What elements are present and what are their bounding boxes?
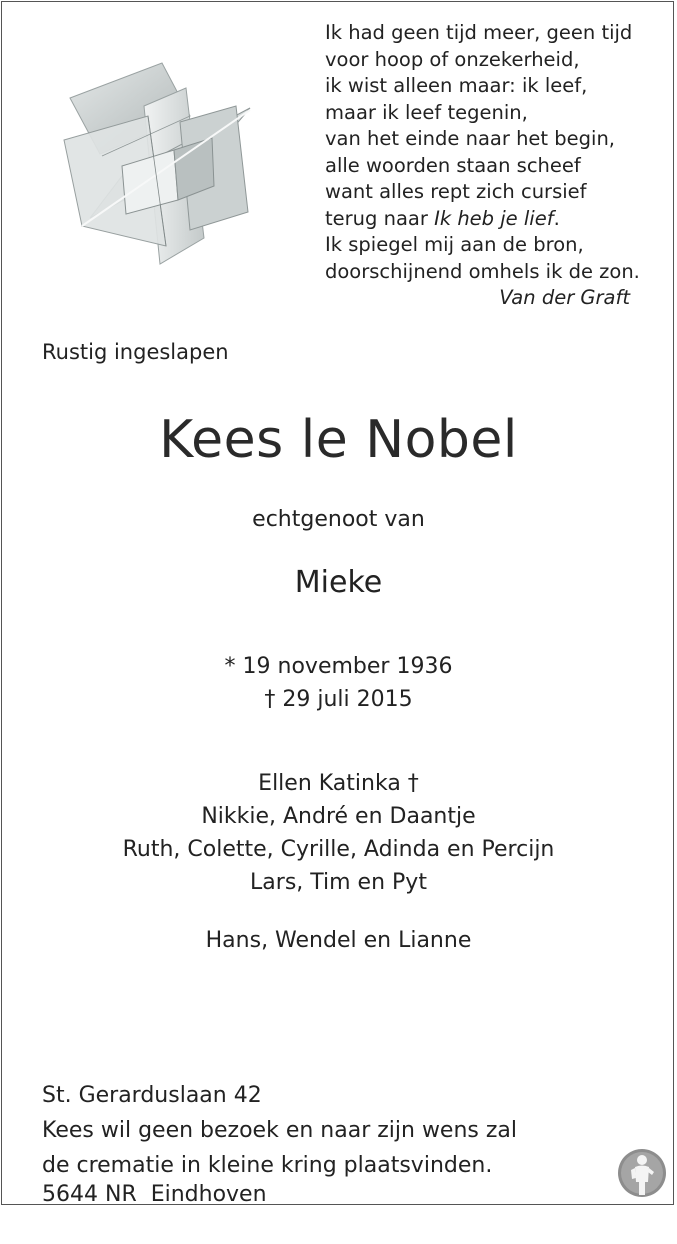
- address-street: St. Gerarduslaan 42: [42, 1083, 262, 1108]
- intro-text: Rustig ingeslapen: [42, 340, 229, 364]
- family-line: Lars, Tim en Pyt: [250, 870, 427, 895]
- life-dates: [0, 650, 677, 716]
- memorial-figure-logo-icon: [617, 1148, 667, 1198]
- poem-line: Ik spiegel mij aan de bron,: [325, 233, 584, 256]
- note-line: Kees wil geen bezoek en naar zijn wens zal: [42, 1118, 518, 1143]
- poem-line: [325, 206, 665, 233]
- poem-line-prefix: terug naar: [325, 206, 435, 230]
- family-extra: Hans, Wendel en Lianne: [205, 928, 472, 953]
- sculpture-image: [62, 58, 256, 270]
- poem-italic-phrase: Ik heb je lief: [434, 206, 554, 230]
- closing-note: [42, 1113, 517, 1183]
- birth-date: * 19 november 1936: [224, 654, 453, 679]
- family-line: Ruth, Colette, Cyrille, Adinda en Percijn: [122, 837, 555, 862]
- poem-line: voor hoop of onzekerheid,: [325, 47, 580, 71]
- poem-line: ik wist alleen maar: ik leef,: [325, 74, 588, 97]
- note-line: de crematie in kleine kring plaatsvinden.: [42, 1153, 493, 1178]
- spouse-name: Mieke: [294, 565, 383, 600]
- poem-line-suffix: .: [553, 206, 560, 230]
- poem-line: alle woorden staan scheef: [325, 153, 581, 177]
- relation-text: echtgenoot van: [252, 507, 425, 532]
- family-list: [0, 767, 677, 899]
- poem-author: Van der Graft: [499, 286, 630, 309]
- address-city: 5644 NR Eindhoven: [42, 1182, 267, 1207]
- poem: [325, 20, 665, 312]
- poem-line: Ik had geen tijd meer, geen tijd: [325, 21, 633, 44]
- death-date: † 29 juli 2015: [264, 687, 413, 712]
- poem-line: van het einde naar het begin,: [325, 127, 615, 150]
- poem-line: want alles rept zich cursief: [325, 180, 587, 203]
- family-line: Nikkie, André en Daantje: [201, 804, 476, 829]
- deceased-name: Kees le Nobel: [159, 410, 518, 470]
- poem-line: maar ik leef tegenin,: [325, 100, 528, 124]
- poem-line: doorschijnend omhels ik de zon.: [325, 259, 640, 283]
- family-line: Ellen Katinka †: [258, 771, 419, 796]
